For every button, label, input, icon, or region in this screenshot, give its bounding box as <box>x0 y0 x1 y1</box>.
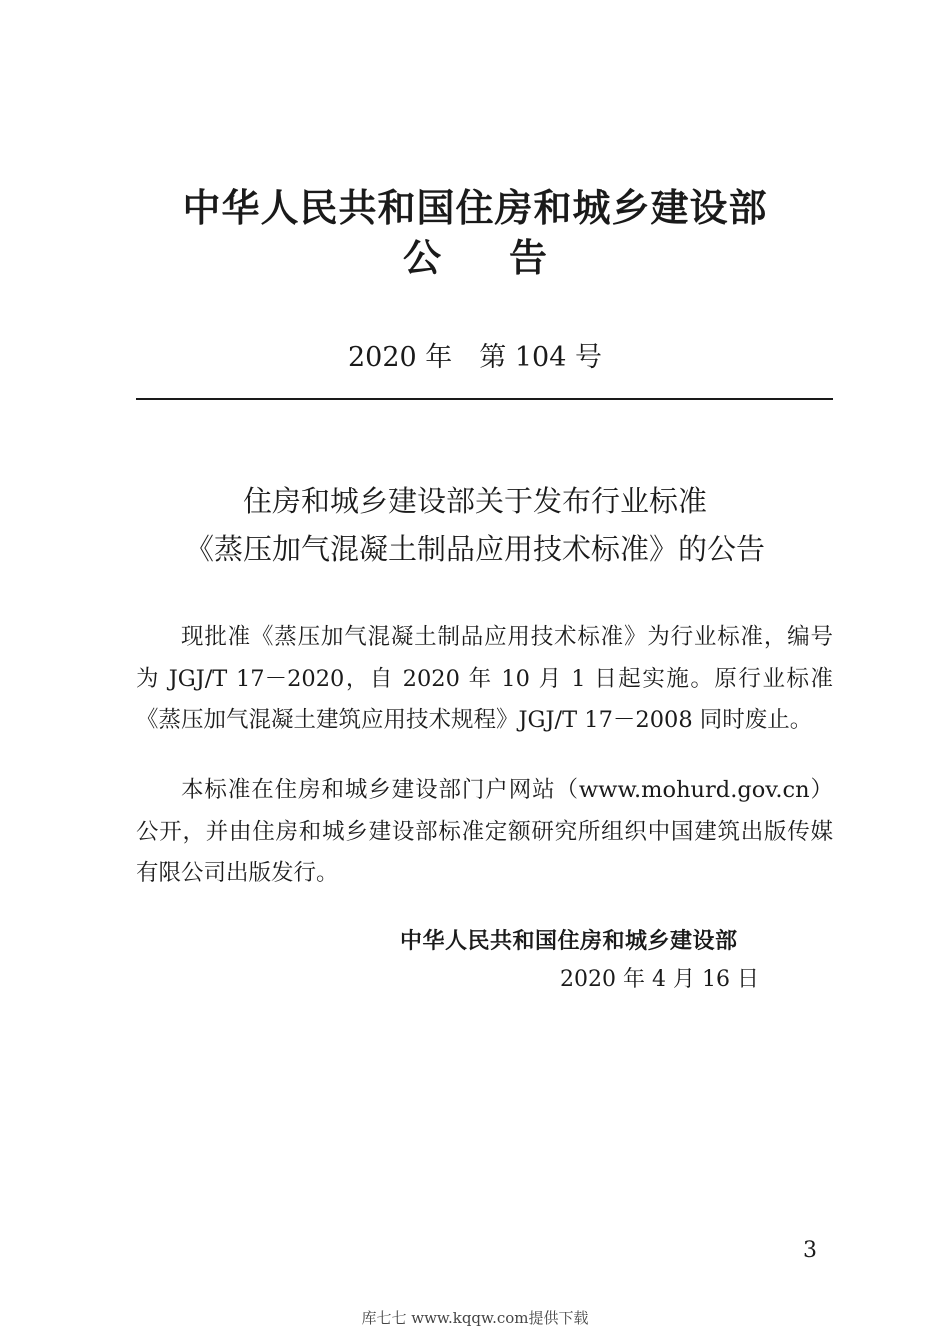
document-number: 2020 年 第 104 号 <box>348 342 602 373</box>
notice-char-1: 公 <box>402 236 441 280</box>
paragraph-text: 现批准《蒸压加气混凝土制品应用技术标准》为行业标准，编号为 JGJ/T 17－2020，自 2020 年 10 月 1 日起实施。原行业标准《蒸压加气混凝土建筑应用技术规程》JGJ/T 17－2008 同时废止。 <box>136 624 833 733</box>
body-paragraph-2 <box>136 770 833 895</box>
notice-title <box>0 233 950 283</box>
download-watermark: 库七七 www.kqqw.com提供下载 <box>361 1309 589 1327</box>
paragraph-text: 本标准在住房和城乡建设部门户网站（www.mohurd.gov.cn）公开，并由住房和城乡建设部标准定额研究所组织中国建筑出版传媒有限公司出版发行。 <box>136 777 833 886</box>
announcement-heading-line-1: 住房和城乡建设部关于发布行业标准 <box>242 484 707 518</box>
announcement-heading-line-2: 《蒸压加气混凝土制品应用技术标准》的公告 <box>184 532 765 566</box>
body-paragraph-1 <box>136 617 833 742</box>
signature-date: 2020 年 4 月 16 日 <box>560 967 759 992</box>
signature-issuer: 中华人民共和国住房和城乡建设部 <box>400 929 738 954</box>
header-divider <box>136 398 833 400</box>
page-number: 3 <box>803 1238 817 1263</box>
issuer-title: 中华人民共和国住房和城乡建设部 <box>182 186 768 230</box>
notice-char-2: 告 <box>509 236 548 280</box>
